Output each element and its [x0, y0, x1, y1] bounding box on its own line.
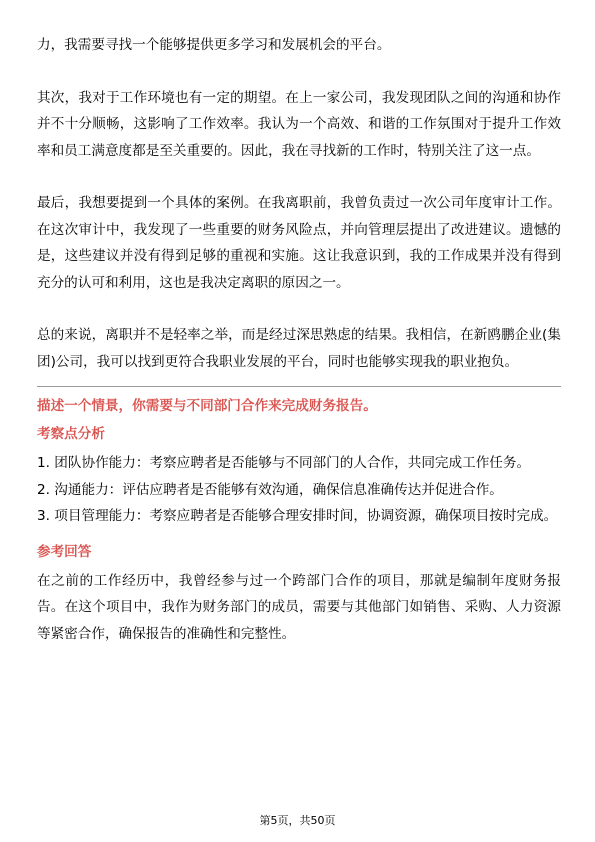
- analysis-list: [37, 450, 561, 530]
- paragraph-continuation: 力，我需要寻找一个能够提供更多学习和发展机会的平台。: [37, 37, 391, 53]
- reference-answer-text: 在之前的工作经历中，我曾经参与过一个跨部门合作的项目，那就是编制年度财务报告。在这个项目中，我作为财务部门的成员，需要与其他部门如销售、采购、人力资源等紧密合作，确保报告的准确性和完整性。: [37, 572, 561, 642]
- list-item: 3. 项目管理能力：考察应聘者是否能够合理安排时间，协调资源，确保项目按时完成。: [37, 508, 558, 524]
- paragraph-audit-case: 最后，我想要提到一个具体的案例。在我离职前，我曾负责过一次公司年度审计工作。在这次审计中，我发现了一些重要的财务风险点，并向管理层提出了改进建议。遗憾的是，这些建议并没有得到足够的重视和实施。这让我意识到，我的工作成果并没有得到充分的认可和利用，这也是我决定离职的原因之一。: [37, 195, 561, 291]
- list-item: 2. 沟通能力：评估应聘者是否能够有效沟通，确保信息准确传达并促进合作。: [37, 481, 503, 498]
- section-divider: [37, 386, 561, 387]
- paragraph-work-environment: 其次，我对于工作环境也有一定的期望。在上一家公司，我发现团队之间的沟通和协作并不十分顺畅，这影响了工作效率。我认为一个高效、和谐的工作氛围对于提升工作效率和员工满意度都是至关重要的。因此，我在寻找新的工作时，特别关注了这一点。: [37, 89, 561, 159]
- document-body: [37, 32, 561, 647]
- reference-answer-title: 参考回答: [37, 543, 92, 560]
- question-heading: 描述一个情景，你需要与不同部门合作来完成财务报告。: [37, 398, 377, 414]
- list-item: 1. 团队协作能力：考察应聘者是否能够与不同部门的人合作，共同完成工作任务。: [37, 455, 531, 471]
- page-number: 第5页，共50页: [259, 814, 336, 827]
- analysis-title: 考察点分析: [37, 426, 105, 442]
- paragraph-conclusion: 总的来说，离职并不是轻率之举，而是经过深思熟虑的结果。我相信，在新鸥鹏企业(集团)公司，我可以找到更符合我职业发展的平台，同时也能够实现我的职业抱负。: [37, 327, 561, 370]
